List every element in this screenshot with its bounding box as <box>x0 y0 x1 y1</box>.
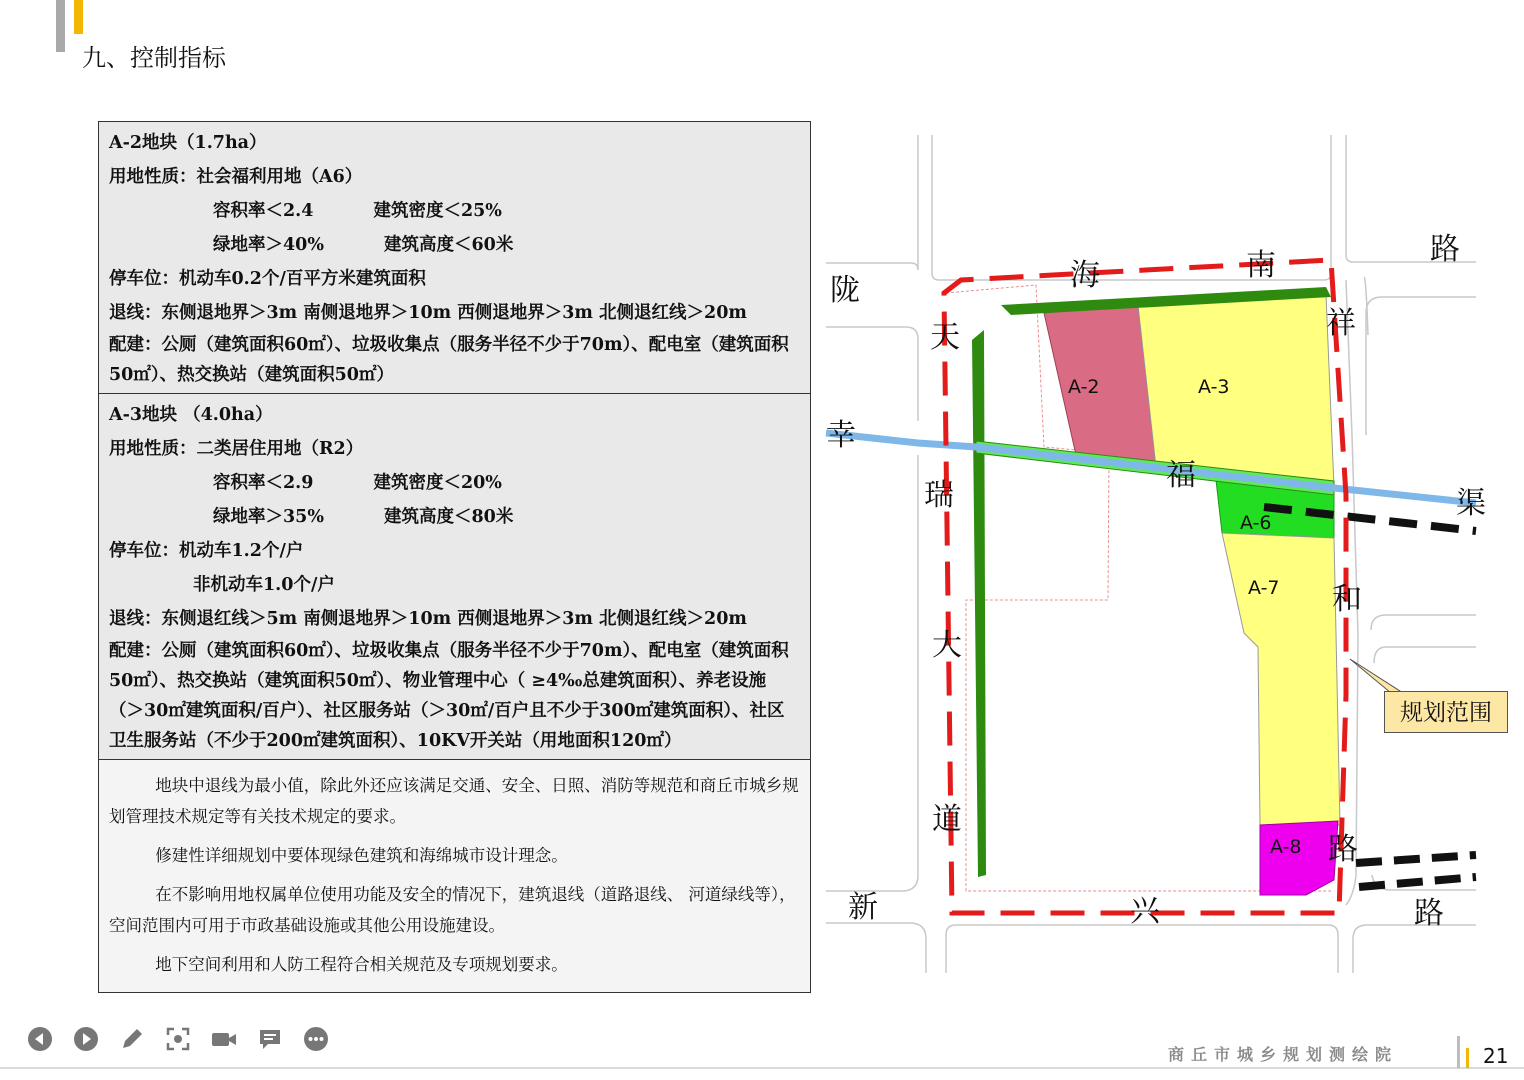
road-char-fu: 福 <box>1166 458 1196 493</box>
road-char-qu: 渠 <box>1456 486 1486 521</box>
road-char-xin: 新 <box>848 890 878 925</box>
road-char-long: 陇 <box>830 273 860 308</box>
label-a7: A-7 <box>1248 577 1280 599</box>
header-yellow-bar <box>74 0 83 34</box>
page-yellow-bar <box>1466 1048 1469 1068</box>
label-a2: A-2 <box>1068 376 1100 398</box>
road-char-nan: 南 <box>1246 248 1276 283</box>
a2-height: 建筑高度＜60米 <box>383 235 514 255</box>
organization-name: 商丘市城乡规划测绘院 <box>1168 1045 1399 1064</box>
road-char-lu-1: 路 <box>1430 232 1460 267</box>
more-icon[interactable] <box>302 1025 330 1053</box>
header-gray-bar <box>56 0 65 52</box>
a3-land-use: 用地性质：二类居住用地（R2） <box>109 439 364 459</box>
a2-title: A-2地块（1.7ha） <box>109 133 267 153</box>
presentation-toolbar <box>26 1025 330 1053</box>
a3-green: 绿地率＞35% <box>213 507 324 527</box>
road-char-lu-3: 路 <box>1414 896 1444 931</box>
a3-parking: 停车位：机动车1.2个/户 <box>109 541 304 561</box>
road-char-rui: 瑞 <box>924 478 954 513</box>
a2-facilities: 配建：公厕（建筑面积60㎡）、垃圾收集点（服务半径不少于70m）、配电室（建筑面积50㎡）、热交换站（建筑面积50㎡） <box>109 335 789 385</box>
a2-land-use: 用地性质：社会福利用地（A6） <box>109 167 363 187</box>
pen-icon[interactable] <box>118 1025 146 1053</box>
a3-height: 建筑高度＜80米 <box>383 507 514 527</box>
label-a8: A-8 <box>1270 836 1302 858</box>
a3-setback: 退线：东侧退红线＞5m 南侧退地界＞10m 西侧退地界＞3m 北侧退红线＞20m <box>109 609 747 629</box>
planning-scope-callout: 规划范围 <box>1384 691 1508 733</box>
comment-icon[interactable] <box>256 1025 284 1053</box>
section-notes <box>99 760 810 992</box>
footer-divider <box>0 1067 1524 1069</box>
label-a6: A-6 <box>1240 512 1272 534</box>
a2-green-height-row <box>109 228 800 262</box>
a3-green-height-row <box>109 500 800 534</box>
control-indicators-panel <box>98 121 811 993</box>
a2-parking: 停车位：机动车0.2个/百平方米建筑面积 <box>109 269 426 289</box>
parcel-a8-shape <box>1260 821 1338 895</box>
focus-icon[interactable] <box>164 1025 192 1053</box>
note-1: 地块中退线为最小值，除此外还应该满足交通、安全、日照、消防等规范和商丘市城乡规划管理技术规定等有关技术规定的要求。 <box>109 776 799 826</box>
video-icon[interactable] <box>210 1025 238 1053</box>
road-char-he: 和 <box>1332 582 1362 617</box>
page-title: 九、控制指标 <box>82 44 226 72</box>
road-char-xiang: 祥 <box>1326 306 1356 341</box>
a3-density: 建筑密度＜20% <box>373 473 502 493</box>
page-gray-bar <box>1457 1036 1460 1068</box>
road-char-xing2: 兴 <box>1130 894 1160 929</box>
a2-density: 建筑密度＜25% <box>373 201 502 221</box>
a2-green: 绿地率＞40% <box>213 235 324 255</box>
a3-far-density-row <box>109 466 800 500</box>
prev-icon[interactable] <box>26 1025 54 1053</box>
a2-setback: 退线：东侧退地界＞3m 南侧退地界＞10m 西侧退地界＞3m 北侧退红线＞20m <box>109 303 747 323</box>
page-number: 21 <box>1483 1044 1509 1068</box>
a3-title: A-3地块 （4.0ha） <box>109 405 273 425</box>
note-3: 在不影响用地权属单位使用功能及安全的情况下，建筑退线（道路退线、 河道绿线等），空间范围内可用于市政基础设施或其他公用设施建设。 <box>109 885 796 935</box>
a3-parking-nonmotor: 非机动车1.0个/户 <box>193 575 335 595</box>
road-char-da: 大 <box>932 628 962 663</box>
road-char-tian: 天 <box>930 320 960 355</box>
label-a3: A-3 <box>1198 376 1230 398</box>
a2-far-density-row <box>109 194 800 228</box>
a3-facilities: 配建：公厕（建筑面积60㎡）、垃圾收集点（服务半径不少于70m）、配电室（建筑面积50㎡）、热交换站（建筑面积50㎡）、物业管理中心（ ≥4‰总建筑面积）、养老设施（＞30㎡建筑面积/百户）、社区服务站（＞30㎡/百户且不少于300㎡建筑面积）、社区卫生服务站（不少于200㎡建筑面积）、10KV开关站（用地面积120㎡） <box>109 641 789 751</box>
section-a3 <box>99 394 810 760</box>
a2-far: 容积率＜2.4 <box>213 201 314 221</box>
next-icon[interactable] <box>72 1025 100 1053</box>
note-2: 修建性详细规划中要体现绿色建筑和海绵城市设计理念。 <box>155 846 568 865</box>
a3-far: 容积率＜2.9 <box>213 473 314 493</box>
road-char-lu-2: 路 <box>1328 832 1358 867</box>
road-char-xing: 幸 <box>826 418 856 453</box>
section-a2 <box>99 122 810 394</box>
road-char-dao: 道 <box>932 802 962 837</box>
site-plan-map <box>826 135 1486 973</box>
note-4: 地下空间利用和人防工程符合相关规范及专项规划要求。 <box>155 955 568 974</box>
road-char-hai: 海 <box>1070 258 1100 293</box>
